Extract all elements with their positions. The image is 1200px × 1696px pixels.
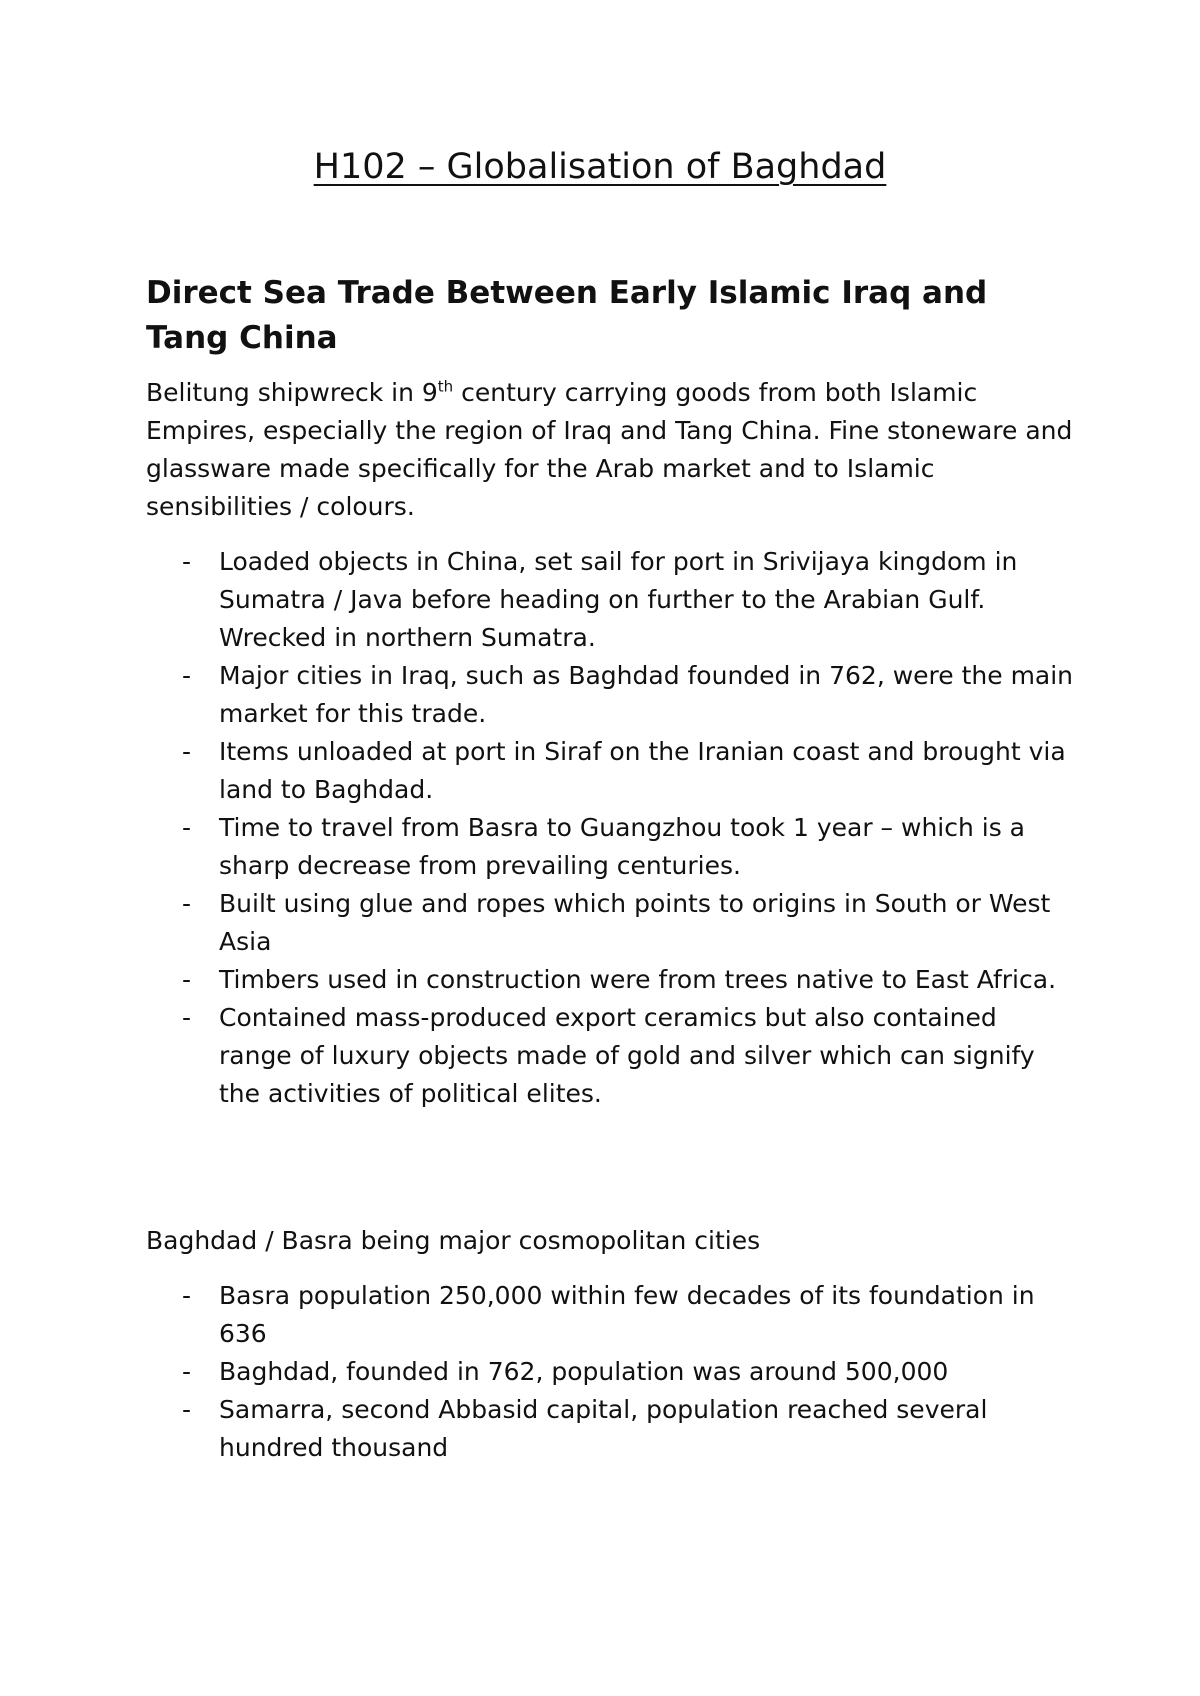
list-item-text: Contained mass-produced export ceramics but also contained range of luxury objects made of gold and silver which can signify the activities of political elites.: [219, 1003, 1035, 1108]
intro-paragraph: [146, 374, 1076, 526]
list-item-text: Loaded objects in China, set sail for port in Srivijaya kingdom in Sumatra / Java before heading on further to the Arabian Gulf. Wrecked in northern Sumatra.: [219, 547, 1018, 652]
bullet-marker: -: [182, 737, 192, 766]
list-item: [146, 657, 1076, 733]
bullet-marker: -: [182, 547, 192, 576]
list-item: [146, 543, 1076, 657]
document-title: H102 – Globalisation of Baghdad: [313, 147, 887, 187]
bullet-marker: -: [182, 661, 192, 690]
list-item: [146, 885, 1076, 961]
ordinal-superscript: th: [437, 377, 454, 396]
list-item: [146, 999, 1076, 1113]
list-item-text: Samarra, second Abbasid capital, population reached several hundred thousand: [219, 1395, 988, 1462]
list-item: [146, 809, 1076, 885]
section-heading-sea-trade: Direct Sea Trade Between Early Islamic Iraq and Tang China: [146, 275, 988, 356]
list-item-text: Major cities in Iraq, such as Baghdad founded in 762, were the main market for this trade.: [219, 661, 1074, 728]
list-item: [146, 961, 1076, 999]
cities-bullet-list: [146, 1277, 1076, 1467]
bullet-marker: -: [182, 1357, 192, 1386]
list-item-text: Built using glue and ropes which points to origins in South or West Asia: [219, 889, 1051, 956]
bullet-marker: -: [182, 1003, 192, 1032]
bullet-marker: -: [182, 1281, 192, 1310]
list-item-text: Timbers used in construction were from trees native to East Africa.: [219, 965, 1057, 994]
list-item-text: Time to travel from Basra to Guangzhou took 1 year – which is a sharp decrease from prevailing centuries.: [219, 813, 1026, 880]
bullet-marker: -: [182, 889, 192, 918]
list-item: [146, 733, 1076, 809]
bullet-marker: -: [182, 1395, 192, 1424]
section-heading-cities: Baghdad / Basra being major cosmopolitan cities: [146, 1226, 761, 1255]
list-item-text: Items unloaded at port in Siraf on the Iranian coast and brought via land to Baghdad.: [219, 737, 1066, 804]
sea-trade-bullet-list: [146, 543, 1076, 1113]
bullet-marker: -: [182, 813, 192, 842]
bullet-marker: -: [182, 965, 192, 994]
list-item-text: Baghdad, founded in 762, population was around 500,000: [219, 1357, 949, 1386]
list-item: [146, 1391, 1076, 1467]
list-item: [146, 1353, 1076, 1391]
intro-text-rest: century carrying goods from both Islamic Empires, especially the region of Iraq and Tang China. Fine stoneware and glassware made specifically for the Arab market and to Islamic sensibilities / colours.: [146, 378, 1073, 521]
list-item: [146, 1277, 1076, 1353]
intro-text-start: Belitung shipwreck in 9: [146, 378, 438, 407]
list-item-text: Basra population 250,000 within few decades of its foundation in 636: [219, 1281, 1035, 1348]
